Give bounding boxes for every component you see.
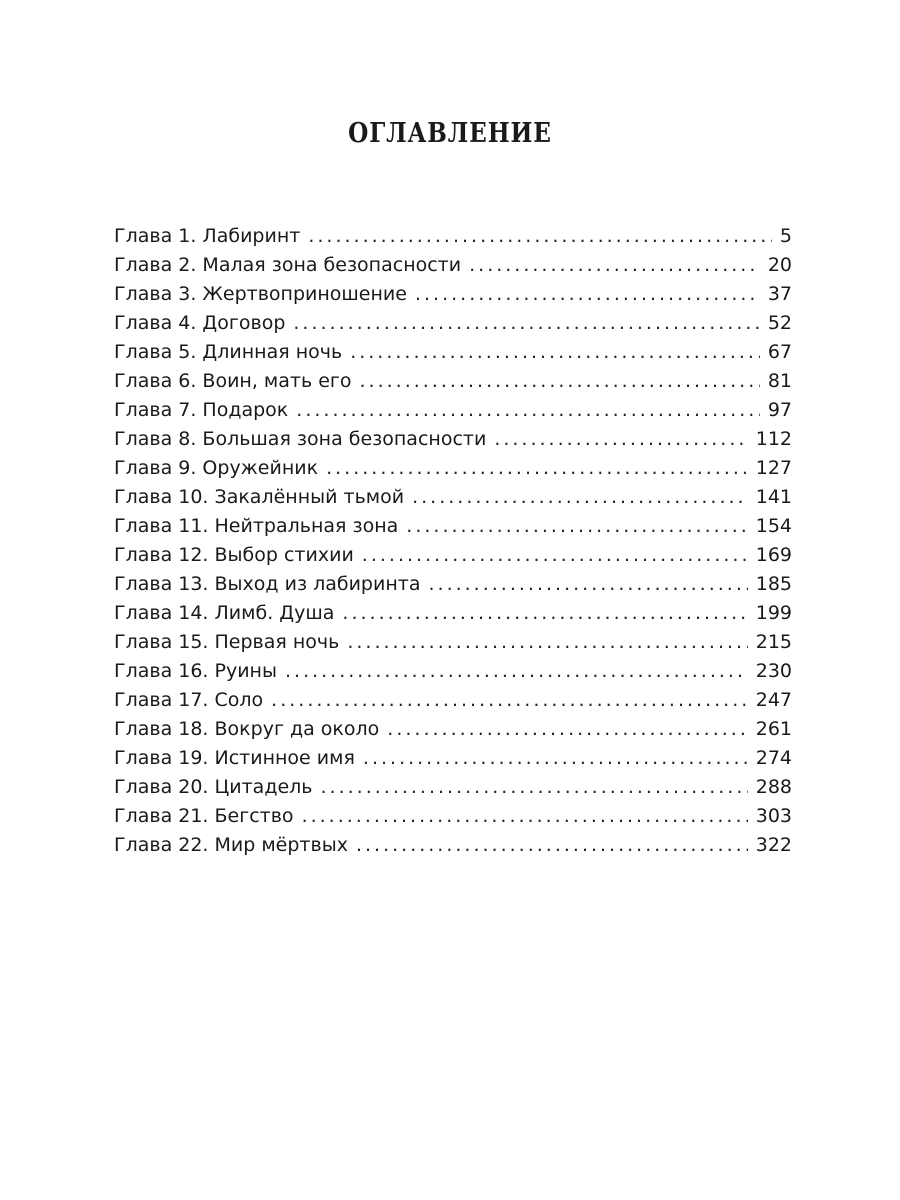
dot-leader (350, 338, 760, 367)
page-number: 303 (755, 805, 792, 827)
toc-entry (114, 483, 792, 512)
dot-leader (321, 773, 748, 802)
page-number: 274 (755, 747, 792, 769)
table-of-contents (114, 222, 792, 860)
toc-entry (114, 831, 792, 860)
toc-entry (114, 628, 792, 657)
page-number: 81 (767, 370, 792, 392)
toc-entry (114, 541, 792, 570)
chapter-title: Глава 9. Оружейник (114, 457, 319, 479)
toc-entry (114, 454, 792, 483)
chapter-title: Глава 7. Подарок (114, 399, 289, 421)
toc-entry (114, 686, 792, 715)
toc-entry (114, 744, 792, 773)
dot-leader (308, 222, 772, 251)
page-number: 52 (767, 312, 792, 334)
chapter-title: Глава 8. Большая зона безопасности (114, 428, 487, 450)
chapter-title: Глава 21. Бегство (114, 805, 294, 827)
page-number: 322 (755, 834, 792, 856)
toc-entry (114, 512, 792, 541)
toc-entry (114, 773, 792, 802)
page-number: 154 (755, 515, 792, 537)
page-number: 5 (779, 225, 792, 247)
chapter-title: Глава 3. Жертвоприношение (114, 283, 407, 305)
chapter-title: Глава 18. Вокруг да около (114, 718, 380, 740)
dot-leader (428, 570, 747, 599)
chapter-title: Глава 4. Договор (114, 312, 286, 334)
dot-leader (296, 396, 760, 425)
toc-entry (114, 309, 792, 338)
dot-leader (412, 483, 748, 512)
dot-leader (387, 715, 747, 744)
chapter-title: Глава 5. Длинная ночь (114, 341, 343, 363)
chapter-title: Глава 16. Руины (114, 660, 277, 682)
chapter-title: Глава 2. Малая зона безопасности (114, 254, 462, 276)
toc-entry (114, 367, 792, 396)
toc-entry (114, 599, 792, 628)
dot-leader (342, 599, 747, 628)
chapter-title: Глава 12. Выбор стихии (114, 544, 354, 566)
dot-leader (326, 454, 748, 483)
page-number: 67 (767, 341, 792, 363)
chapter-title: Глава 15. Первая ночь (114, 631, 340, 653)
toc-entry (114, 280, 792, 309)
page-number: 247 (755, 689, 792, 711)
page-number: 97 (767, 399, 792, 421)
page-number: 112 (755, 428, 792, 450)
chapter-title: Глава 10. Закалённый тьмой (114, 486, 405, 508)
dot-leader (285, 657, 748, 686)
dot-leader (293, 309, 759, 338)
page-number: 288 (755, 776, 792, 798)
toc-entry (114, 570, 792, 599)
dot-leader (469, 251, 760, 280)
toc-entry (114, 222, 792, 251)
dot-leader (406, 512, 747, 541)
chapter-title: Глава 13. Выход из лабиринта (114, 573, 421, 595)
chapter-title: Глава 22. Мир мёртвых (114, 834, 348, 856)
toc-entry (114, 425, 792, 454)
chapter-title: Глава 6. Воин, мать его (114, 370, 352, 392)
page-number: 127 (755, 457, 792, 479)
dot-leader (302, 802, 748, 831)
chapter-title: Глава 17. Соло (114, 689, 264, 711)
toc-entry (114, 396, 792, 425)
dot-leader (356, 831, 748, 860)
page-number: 185 (755, 573, 792, 595)
toc-entry (114, 251, 792, 280)
page-number: 230 (755, 660, 792, 682)
page-number: 261 (755, 718, 792, 740)
page-number: 169 (755, 544, 792, 566)
chapter-title: Глава 19. Истинное имя (114, 747, 355, 769)
chapter-title: Глава 20. Цитадель (114, 776, 313, 798)
toc-entry (114, 338, 792, 367)
page-title: ОГЛАВЛЕНИЕ (348, 118, 552, 149)
dot-leader (363, 744, 748, 773)
page-number: 20 (767, 254, 792, 276)
dot-leader (494, 425, 747, 454)
page-number: 199 (755, 602, 792, 624)
toc-entry (114, 715, 792, 744)
toc-entry (114, 802, 792, 831)
toc-entry (114, 657, 792, 686)
page-number: 215 (755, 631, 792, 653)
page-number: 141 (755, 486, 792, 508)
dot-leader (415, 280, 760, 309)
dot-leader (360, 367, 760, 396)
chapter-title: Глава 14. Лимб. Душа (114, 602, 335, 624)
chapter-title: Глава 11. Нейтральная зона (114, 515, 399, 537)
dot-leader (271, 686, 748, 715)
chapter-title: Глава 1. Лабиринт (114, 225, 301, 247)
dot-leader (362, 541, 748, 570)
page-number: 37 (767, 283, 792, 305)
dot-leader (347, 628, 747, 657)
